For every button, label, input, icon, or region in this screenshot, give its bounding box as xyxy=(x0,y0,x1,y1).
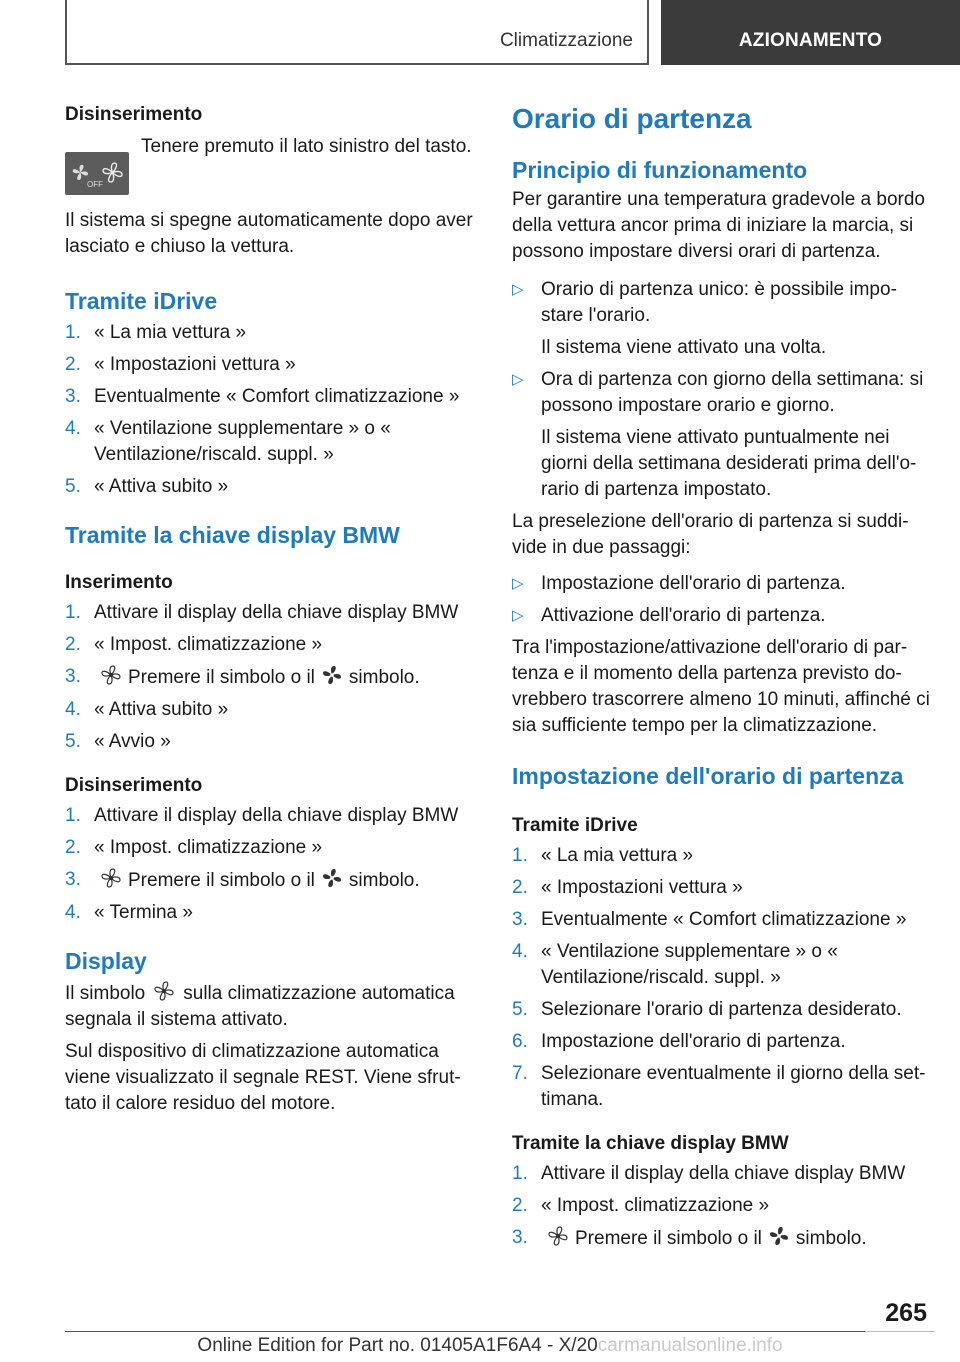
list-item: 3. Premere il simbolo o il simbolo. xyxy=(65,869,420,891)
list-item: 6. Impostazione dell'orario di partenza. xyxy=(512,1031,846,1052)
list-item: 3. Premere il simbolo o il simbolo. xyxy=(512,1227,867,1249)
list-item: 1. Attivare il display della chiave display BMW xyxy=(65,805,459,826)
disinserimento2-heading: Disinserimento xyxy=(65,775,203,796)
list-item: 2. « Impost. climatizzazione » xyxy=(512,1195,770,1216)
fan-crossed-icon xyxy=(768,1225,790,1247)
list-item: ▷ Attivazione dell'orario di partenza. xyxy=(512,603,930,629)
bullet-icon: ▷ xyxy=(512,281,524,298)
footer-divider xyxy=(65,1331,865,1332)
departure-type-list xyxy=(512,277,930,503)
list-item: 4. « Termina » xyxy=(65,902,193,923)
fan-icon xyxy=(153,980,175,1002)
list-item: 2. « Impost. climatizzazione » xyxy=(65,634,323,655)
key-subheading: Tramite la chiave display BMW xyxy=(512,1133,789,1154)
list-item: 5. Selezionare l'orario di partenza desiderato. xyxy=(512,999,902,1020)
watermark: carmanualsonline.info xyxy=(597,1335,783,1356)
chapter-tab xyxy=(661,0,960,65)
disinserimento-instruction: Tenere premuto il lato sinistro del tasto. xyxy=(141,136,472,157)
list-item: 5. « Avvio » xyxy=(65,731,171,752)
inserimento-steps xyxy=(65,600,480,755)
interval-paragraph: Tra l'impostazione/attivazione dell'orario di partenza e il momento della partenza previsto dovrebbero trascorrere almeno 10 minuti, affinché ci sia sufficiente tempo per la climatizzazione. xyxy=(512,637,930,736)
list-item: 2. « Impostazioni vettura » xyxy=(65,354,296,375)
list-item: 2. « Impostazioni vettura » xyxy=(512,877,743,898)
svg-text:OFF: OFF xyxy=(87,180,103,189)
fan-icon xyxy=(547,1225,569,1247)
button-instruction xyxy=(65,138,480,192)
fan-off-button-icon xyxy=(65,152,129,195)
setting-key-steps xyxy=(512,1161,930,1252)
list-item: 1. « La mia vettura » xyxy=(65,322,247,343)
list-item: 3. Premere il simbolo o il simbolo. xyxy=(65,666,420,688)
list-item: 1. Attivare il display della chiave display BMW xyxy=(65,602,459,623)
list-item: 2. « Impost. climatizzazione » xyxy=(65,837,323,858)
list-item: 5. « Attiva subito » xyxy=(65,476,229,497)
preselection-list xyxy=(512,571,930,629)
fan-crossed-icon xyxy=(321,867,343,889)
display-heading: Display xyxy=(65,948,147,974)
bullet-icon: ▷ xyxy=(512,607,524,624)
setting-heading: Impostazione dell'orario di partenza xyxy=(512,763,904,789)
section-box xyxy=(65,0,649,65)
setting-idrive-steps xyxy=(512,843,930,1113)
orario-heading: Orario di partenza xyxy=(512,103,752,134)
display-paragraph-2: Sul dispositivo di climatizzazione automatica viene visualizzato il segnale REST. Viene sfruttato il calore residuo del motore. xyxy=(65,1041,461,1114)
section-title: Climatizzazione xyxy=(499,30,633,51)
inserimento-heading: Inserimento xyxy=(65,572,173,593)
footer-edition xyxy=(0,1335,960,1357)
list-item: ▷ Orario di partenza unico: è possibile impostare l'orario. Il sistema viene attivato una volta. xyxy=(512,279,897,358)
display-paragraph-1: Il simbolo sulla climatizzazione automatica segnala il sistema attivato. xyxy=(65,980,480,1033)
edition-text: Online Edition for Part no. 01405A1F6A4 - X/20 xyxy=(197,1335,598,1356)
list-item: ▷ Ora di partenza con giorno della settimana: si possono impostare orario e giorno. Il sistema viene attivato puntualmente nei giorni della settimana desiderati prima dell'orario di partenza impostato. xyxy=(512,369,924,500)
bullet-icon: ▷ xyxy=(512,575,524,592)
chapter-title: AZIONAMENTO xyxy=(738,30,883,51)
disinserimento-heading: Disinserimento xyxy=(65,104,203,125)
disinserimento-paragraph: Il sistema si spegne automaticamente dopo aver lasciato e chiuso la vettura. xyxy=(65,210,473,257)
footer-divider-light xyxy=(865,1331,935,1332)
right-column xyxy=(512,96,930,1258)
list-item: 1. « La mia vettura » xyxy=(512,845,694,866)
idrive-steps xyxy=(65,320,480,500)
list-item: ▷ Impostazione dell'orario di partenza. xyxy=(512,571,930,597)
fan-icon xyxy=(100,867,122,889)
disinserimento-steps xyxy=(65,803,480,926)
fan-icon xyxy=(100,664,122,686)
page-number: 265 xyxy=(885,1299,927,1327)
principle-paragraph: Per garantire una temperatura gradevole a bordo della vettura ancor prima di iniziare la marcia, si possono impostare diversi orari di partenza. xyxy=(512,189,925,262)
preselection-paragraph: La preselezione dell'orario di partenza si suddivide in due passaggi: xyxy=(512,511,909,558)
left-column xyxy=(65,96,480,1117)
idrive-subheading: Tramite iDrive xyxy=(512,815,638,836)
list-item: 4. « Ventilazione supplementare » o « Ventilazione/riscald. suppl. » xyxy=(512,941,838,988)
key-heading: Tramite la chiave display BMW xyxy=(65,522,400,548)
list-item: 4. « Attiva subito » xyxy=(65,699,229,720)
list-item: 4. « Ventilazione supplementare » o « Ventilazione/riscald. suppl. » xyxy=(65,418,391,465)
list-item: 3. Eventualmente « Comfort climatizzazione » xyxy=(512,909,907,930)
list-item: 3. Eventualmente « Comfort climatizzazione » xyxy=(65,386,460,407)
page-header xyxy=(0,0,960,66)
list-item: 1. Attivare il display della chiave display BMW xyxy=(512,1163,906,1184)
principle-heading: Principio di funzionamento xyxy=(512,157,808,183)
bullet-icon: ▷ xyxy=(512,371,524,388)
idrive-heading: Tramite iDrive xyxy=(65,288,218,314)
fan-crossed-icon xyxy=(321,664,343,686)
list-item: 7. Selezionare eventualmente il giorno della settimana. xyxy=(512,1063,926,1110)
